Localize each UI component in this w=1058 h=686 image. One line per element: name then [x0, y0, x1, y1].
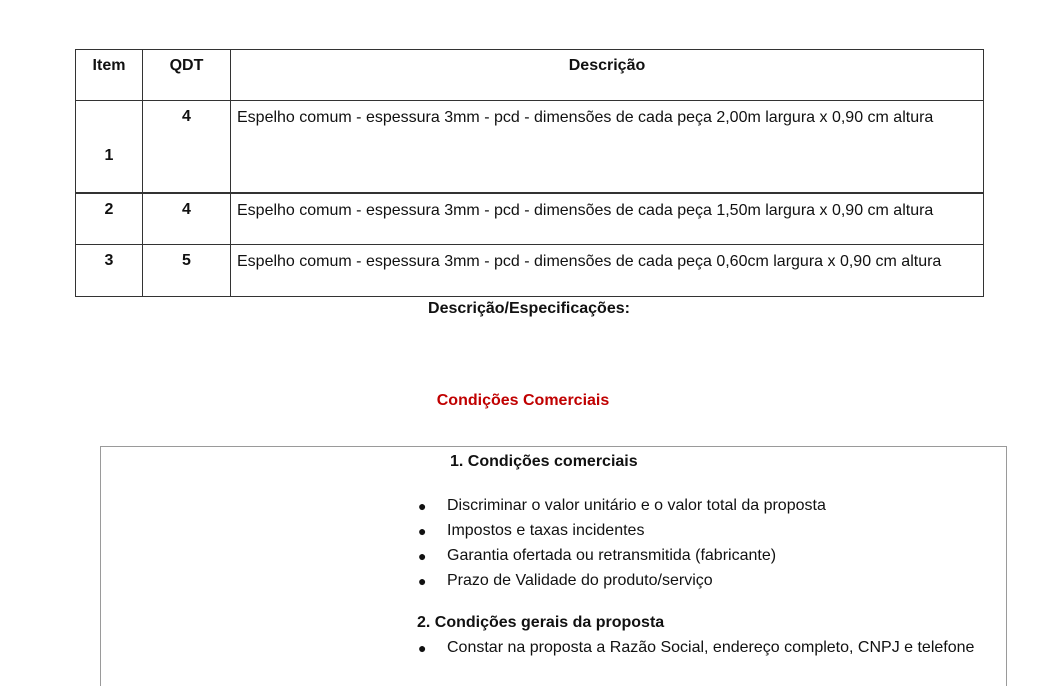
commercial-conditions-title: Condições Comerciais	[436, 392, 610, 409]
item-number: 3	[76, 245, 143, 297]
bullet-icon: ●	[418, 498, 427, 514]
items-table	[75, 49, 984, 297]
list-item	[414, 496, 826, 521]
list-item-text: Discriminar o valor unitário e o valor total da proposta	[447, 497, 826, 514]
list-item-text: Prazo de Validade do produto/serviço	[447, 572, 713, 589]
header-descricao: Descrição	[231, 50, 984, 101]
list-item	[414, 637, 987, 659]
commercial-conditions-list	[414, 496, 826, 596]
bullet-icon: ●	[418, 548, 427, 564]
header-item: Item	[76, 50, 143, 101]
item-description: Espelho comum - espessura 3mm - pcd - dimensões de cada peça 2,00m largura x 0,90 cm altura	[231, 101, 984, 193]
item-number: 1	[76, 101, 143, 193]
bullet-icon: ●	[418, 573, 427, 589]
item-quantity: 4	[143, 101, 231, 193]
table-row	[76, 101, 984, 193]
list-item-text: Constar na proposta a Razão Social, endereço completo, CNPJ e telefone	[447, 639, 975, 656]
list-item-text: Garantia ofertada ou retransmitida (fabricante)	[447, 547, 777, 564]
table-row	[76, 245, 984, 297]
item-description: Espelho comum - espessura 3mm - pcd - dimensões de cada peça 1,50m largura x 0,90 cm altura	[231, 193, 984, 245]
list-item	[414, 521, 826, 546]
item-number: 2	[76, 193, 143, 245]
item-quantity: 5	[143, 245, 231, 297]
bullet-icon: ●	[418, 523, 427, 539]
bullet-icon: ●	[418, 640, 427, 656]
item-quantity: 4	[143, 193, 231, 245]
list-item	[414, 546, 826, 571]
specifications-heading-text: Descrição/Especificações:	[428, 300, 630, 317]
section-2-title: 2. Condições gerais da proposta	[417, 614, 665, 631]
list-item-text: Impostos e taxas incidentes	[447, 522, 645, 539]
list-item	[414, 571, 826, 596]
section-1-title: 1. Condições comerciais	[450, 453, 638, 470]
specifications-heading	[0, 300, 1058, 318]
table-header-row	[76, 50, 984, 101]
general-conditions-list	[414, 637, 987, 659]
header-qdt: QDT	[143, 50, 231, 101]
item-description: Espelho comum - espessura 3mm - pcd - dimensões de cada peça 0,60cm largura x 0,90 cm altura	[231, 245, 984, 297]
table-row	[76, 193, 984, 245]
